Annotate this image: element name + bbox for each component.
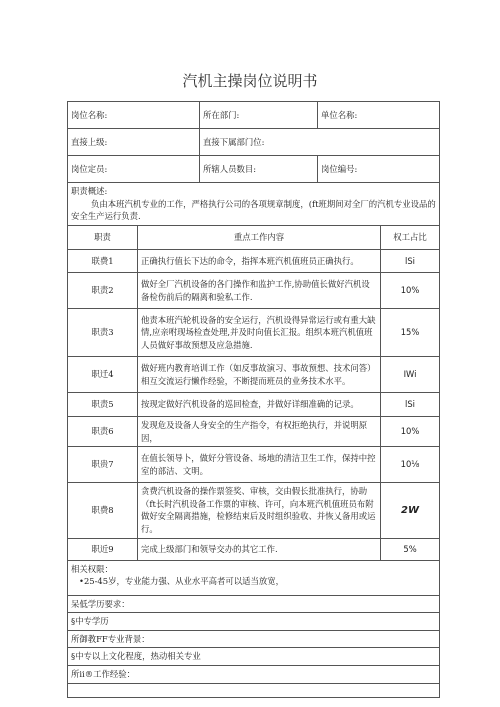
experience-value <box>68 683 440 697</box>
major-value: §中专以上文化程度，热动相关专业 <box>68 648 440 666</box>
duty-weight: lSi <box>381 250 440 273</box>
position-code-field: 岗位编号: <box>318 156 440 183</box>
duty-weight: 2W <box>381 483 440 538</box>
duty-col-header: 职责 <box>68 226 138 250</box>
job-description-table <box>67 101 440 698</box>
major-label-row <box>68 630 440 648</box>
document-title: 汽机主操岗位说明书 <box>182 72 318 90</box>
education-value: §中专学历 <box>68 613 440 631</box>
duty-content: 在值长领导卜，做好分管设备、场地的清洁卫生工作，保持中控室的部洁、文明。 <box>138 447 381 483</box>
table-row <box>68 447 440 483</box>
duty-weight: 15% <box>381 309 440 357</box>
duty-name: 职近9 <box>68 538 138 560</box>
experience-label-row <box>68 666 440 684</box>
duty-name: 职责5 <box>68 393 138 417</box>
duty-name: 职责2 <box>68 273 138 309</box>
duty-weight: 10⅛ <box>381 447 440 483</box>
duty-weight: IWi <box>381 357 440 393</box>
duty-content: 按现定做好汽机设备的巡回检查，并做好详细准确的记录。 <box>138 393 381 417</box>
content-col-header: 重点工作内容 <box>138 226 381 250</box>
duty-content: 做好班内教育培训工作（如反事故演习、事故预想、技术问答）相互交流运行懒作经验，不断提而班员的业务技术水平。 <box>138 357 381 393</box>
education-label: 呆低学历要求： <box>68 595 440 613</box>
duty-name: 职迁4 <box>68 357 138 393</box>
header-row-1 <box>68 102 440 129</box>
duty-name: 职费8 <box>68 483 138 538</box>
table-row <box>68 538 440 560</box>
header-row-2 <box>68 129 440 156</box>
table-row <box>68 483 440 538</box>
duty-name: 职贵7 <box>68 447 138 483</box>
experience-value-row <box>68 683 440 697</box>
education-label-row <box>68 595 440 613</box>
education-value-row <box>68 613 440 631</box>
major-label: 所御教FF专业背景： <box>68 630 440 648</box>
duty-weight: 5% <box>381 538 440 560</box>
duty-header-row <box>68 226 440 250</box>
table-row <box>68 357 440 393</box>
duty-content: 发现危及设备人身安全的生产指令，有权拒绝执行，并说明原因， <box>138 417 381 447</box>
duty-name: 职责3 <box>68 309 138 357</box>
duty-content: 贪费汽机设备的操作票签奖、审核，交由假长批准执行，协助（ft长时汽机设备工作票的审核、许可，向本班汽机值班员布附做好安全隔离措施，检修结束后及时组织验收、并恢乂备用或运行。 <box>138 483 381 538</box>
position-name-field: 岗位名称: <box>68 102 200 129</box>
overview-row <box>68 183 440 226</box>
authority-label: 相关权限： <box>71 563 113 574</box>
table-row <box>68 250 440 273</box>
duty-content: 完成上级部门和领导交办的其它工作. <box>138 538 381 560</box>
duty-content: 他责本班汽轮机设备的安全运行，汽机设得异常运行或有重大缺情,应亲咐现场检查处理,并及时向值长汇报。组织本班汽机值班人员做好事故预想及应急措施. <box>138 309 381 357</box>
duty-weight: lSi <box>381 393 440 417</box>
duty-name: 联费1 <box>68 250 138 273</box>
duty-content: 做好全厂汽机设备的各门操作和监护工作,协助值长做好汽机设备检伤前后的隔离和验私工作. <box>138 273 381 309</box>
experience-label: 所ii®工作经验： <box>68 666 440 684</box>
major-value-row <box>68 648 440 666</box>
unit-name-field: 单位名称: <box>318 102 440 129</box>
direct-superior-field: 直接上级: <box>68 129 200 156</box>
headcount-field: 岗位定员: <box>68 156 200 183</box>
table-row <box>68 273 440 309</box>
duty-content: 正确执行值长下达的命令，指挥本班汽机值班员正确执行。 <box>138 250 381 273</box>
table-row <box>68 393 440 417</box>
table-row <box>68 417 440 447</box>
duty-weight: 10% <box>381 273 440 309</box>
table-row <box>68 309 440 357</box>
overview-label: 职责概述: <box>71 186 108 196</box>
authority-text: •25-45岁，专业能力强、从业水平高者可以适当放宽， <box>79 576 284 587</box>
weight-col-header: 权工占比 <box>381 226 440 250</box>
duty-weight: 10% <box>381 417 440 447</box>
duty-name: 职责6 <box>68 417 138 447</box>
direct-subordinate-field: 直接下属部门位: <box>200 129 440 156</box>
authority-row <box>68 560 440 595</box>
header-row-3 <box>68 156 440 183</box>
overview-text: 负由本班汽机专业的工作，严格执行公司的各项规章制度，(ft班期间对全厂的汽机专业设品的安全生产运行负责. <box>71 198 436 222</box>
department-field: 所在部门: <box>200 102 318 129</box>
staff-count-field: 所辖人员数目: <box>200 156 318 183</box>
